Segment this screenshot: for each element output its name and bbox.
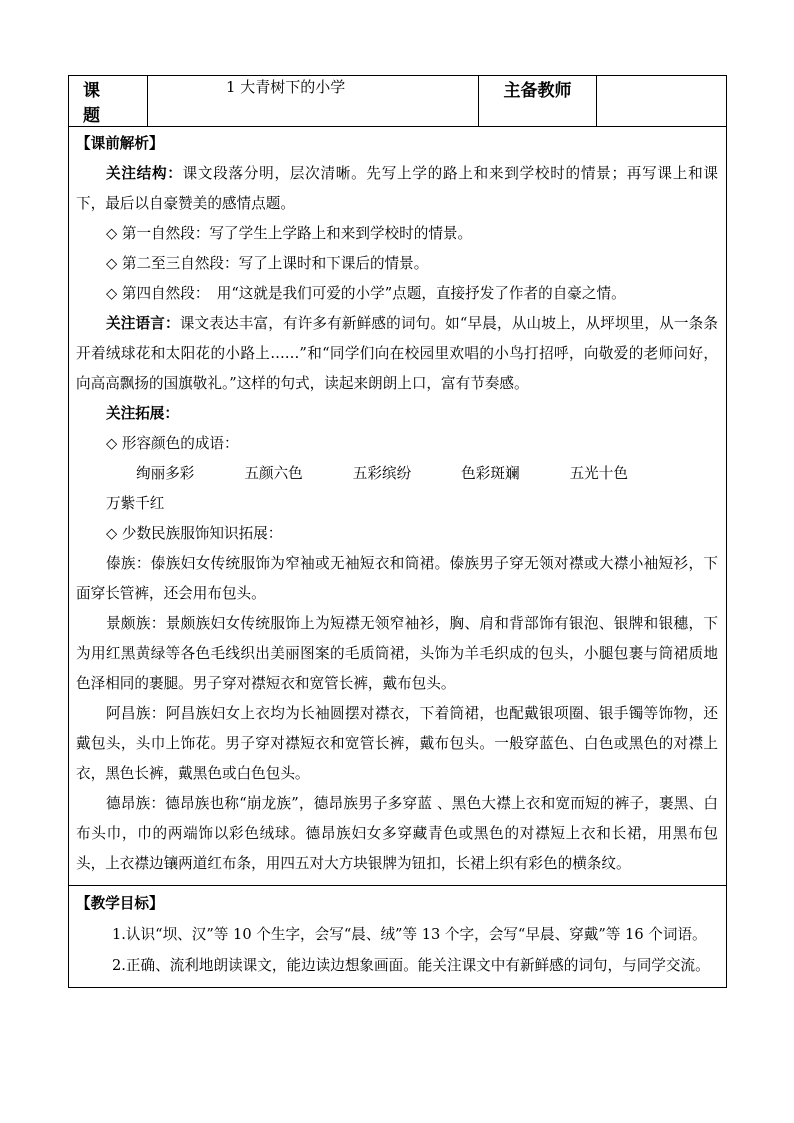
color-idioms-title: ◇ 形容颜色的成语：	[106, 435, 239, 452]
idiom: 绚丽多彩	[136, 465, 195, 482]
lesson-title: 1 大青树下的小学	[148, 76, 479, 127]
language-paragraph	[76, 309, 718, 399]
preview-cell	[69, 127, 727, 886]
topic-label: 课题	[69, 76, 148, 127]
goal-item-1: 1.认识“坝、汉”等 10 个生字，会写“晨、绒”等 13 个字，会写“早晨、穿戴”等 16 个词语。	[112, 926, 707, 943]
structure-label: 关注结构：	[106, 165, 183, 182]
dai-paragraph: 傣族：傣族妇女传统服饰为窄袖或无袖短衣和筒裙。傣族男子穿无领对襟或大襟小袖短衫，下面穿长管裤，还会用布包头。	[76, 555, 718, 602]
lead-teacher-label: 主备教师	[479, 76, 597, 127]
para-point-2: ◇ 第二至三自然段：写了上课时和下课后的情景。	[106, 255, 429, 272]
header-row	[69, 76, 727, 127]
idiom: 五彩缤纷	[352, 465, 412, 482]
achang-paragraph: 阿昌族：阿昌族妇女上衣均为长袖圆摆对襟衣，下着筒裙，也配戴银项圈、银手镯等饰物，还戴包头，头巾上饰花。男子穿对襟短衣和宽管长裤，戴布包头。一般穿蓝色、白色或黑色的对襟上衣，黑色长裤，戴黑色或白色包头。	[76, 705, 718, 782]
para-point-1: ◇ 第一自然段：写了学生上学路上和来到学校时的情景。	[106, 225, 473, 242]
structure-paragraph	[76, 159, 718, 219]
goal-item-2: 2.正确、流利地朗读课文，能边读边想象画面。能关注课文中有新鲜感的词句，与同学交流。	[112, 957, 710, 974]
extension-label: 关注拓展：	[106, 405, 179, 422]
language-text: 课文表达丰富，有许多有新鲜感的词句。如“早晨，从山坡上，从坪坝里，从一条条开着绒球花和太阳花的小路上……”和“同学们向在校园里欢唱的小鸟打招呼，向敬爱的老师问好，向高高飘扬的国旗敬礼。”这样的句式，读起来朗朗上口，富有节奏感。	[76, 315, 718, 392]
deang-paragraph: 德昂族：德昂族也称“崩龙族”，德昂族男子多穿蓝 、黑色大襟上衣和宽而短的裤子，裹黑、白布头巾，巾的两端饰以彩色绒球。德昂族妇女多穿藏青色或黑色的对襟短上衣和长裙，用黑布包头，上衣襟边镶两道红布条，用四五对大方块银牌为钮扣，长裙上织有彩色的横条纹。	[76, 795, 718, 872]
preview-row	[69, 127, 727, 886]
idiom: 色彩斑斓	[461, 465, 520, 482]
goals-heading: 【教学目标】	[76, 895, 164, 912]
structure-text: 课文段落分明，层次清晰。先写上学的路上和来到学校时的情景；再写课上和课下，最后以自豪赞美的感情点题。	[76, 165, 718, 212]
lead-teacher-value	[597, 76, 727, 127]
idiom: 五颜六色	[244, 465, 303, 482]
goals-cell	[69, 886, 727, 988]
lesson-plan-table	[68, 75, 727, 988]
ethnic-title: ◇ 少数民族服饰知识拓展：	[106, 525, 283, 542]
color-idioms-list	[76, 459, 718, 519]
idiom: 万紫千红	[106, 495, 165, 512]
idiom: 五光十色	[569, 465, 628, 482]
goals-row	[69, 886, 727, 988]
para-point-3: ◇ 第四自然段： 用“这就是我们可爱的小学”点题，直接抒发了作者的自豪之情。	[106, 285, 626, 302]
language-label: 关注语言：	[106, 315, 180, 332]
jingpo-paragraph: 景颇族：景颇族妇女传统服饰上为短襟无领窄袖衫，胸、肩和背部饰有银泡、银牌和银穗，下为用红黑黄绿等各色毛线织出美丽图案的毛质筒裙，头饰为羊毛织成的包头，小腿包裹与筒裙质地色泽相同的裹腿。男子穿对襟短衣和宽管长裤，戴布包头。	[76, 615, 718, 692]
preview-heading: 【课前解析】	[76, 135, 164, 152]
